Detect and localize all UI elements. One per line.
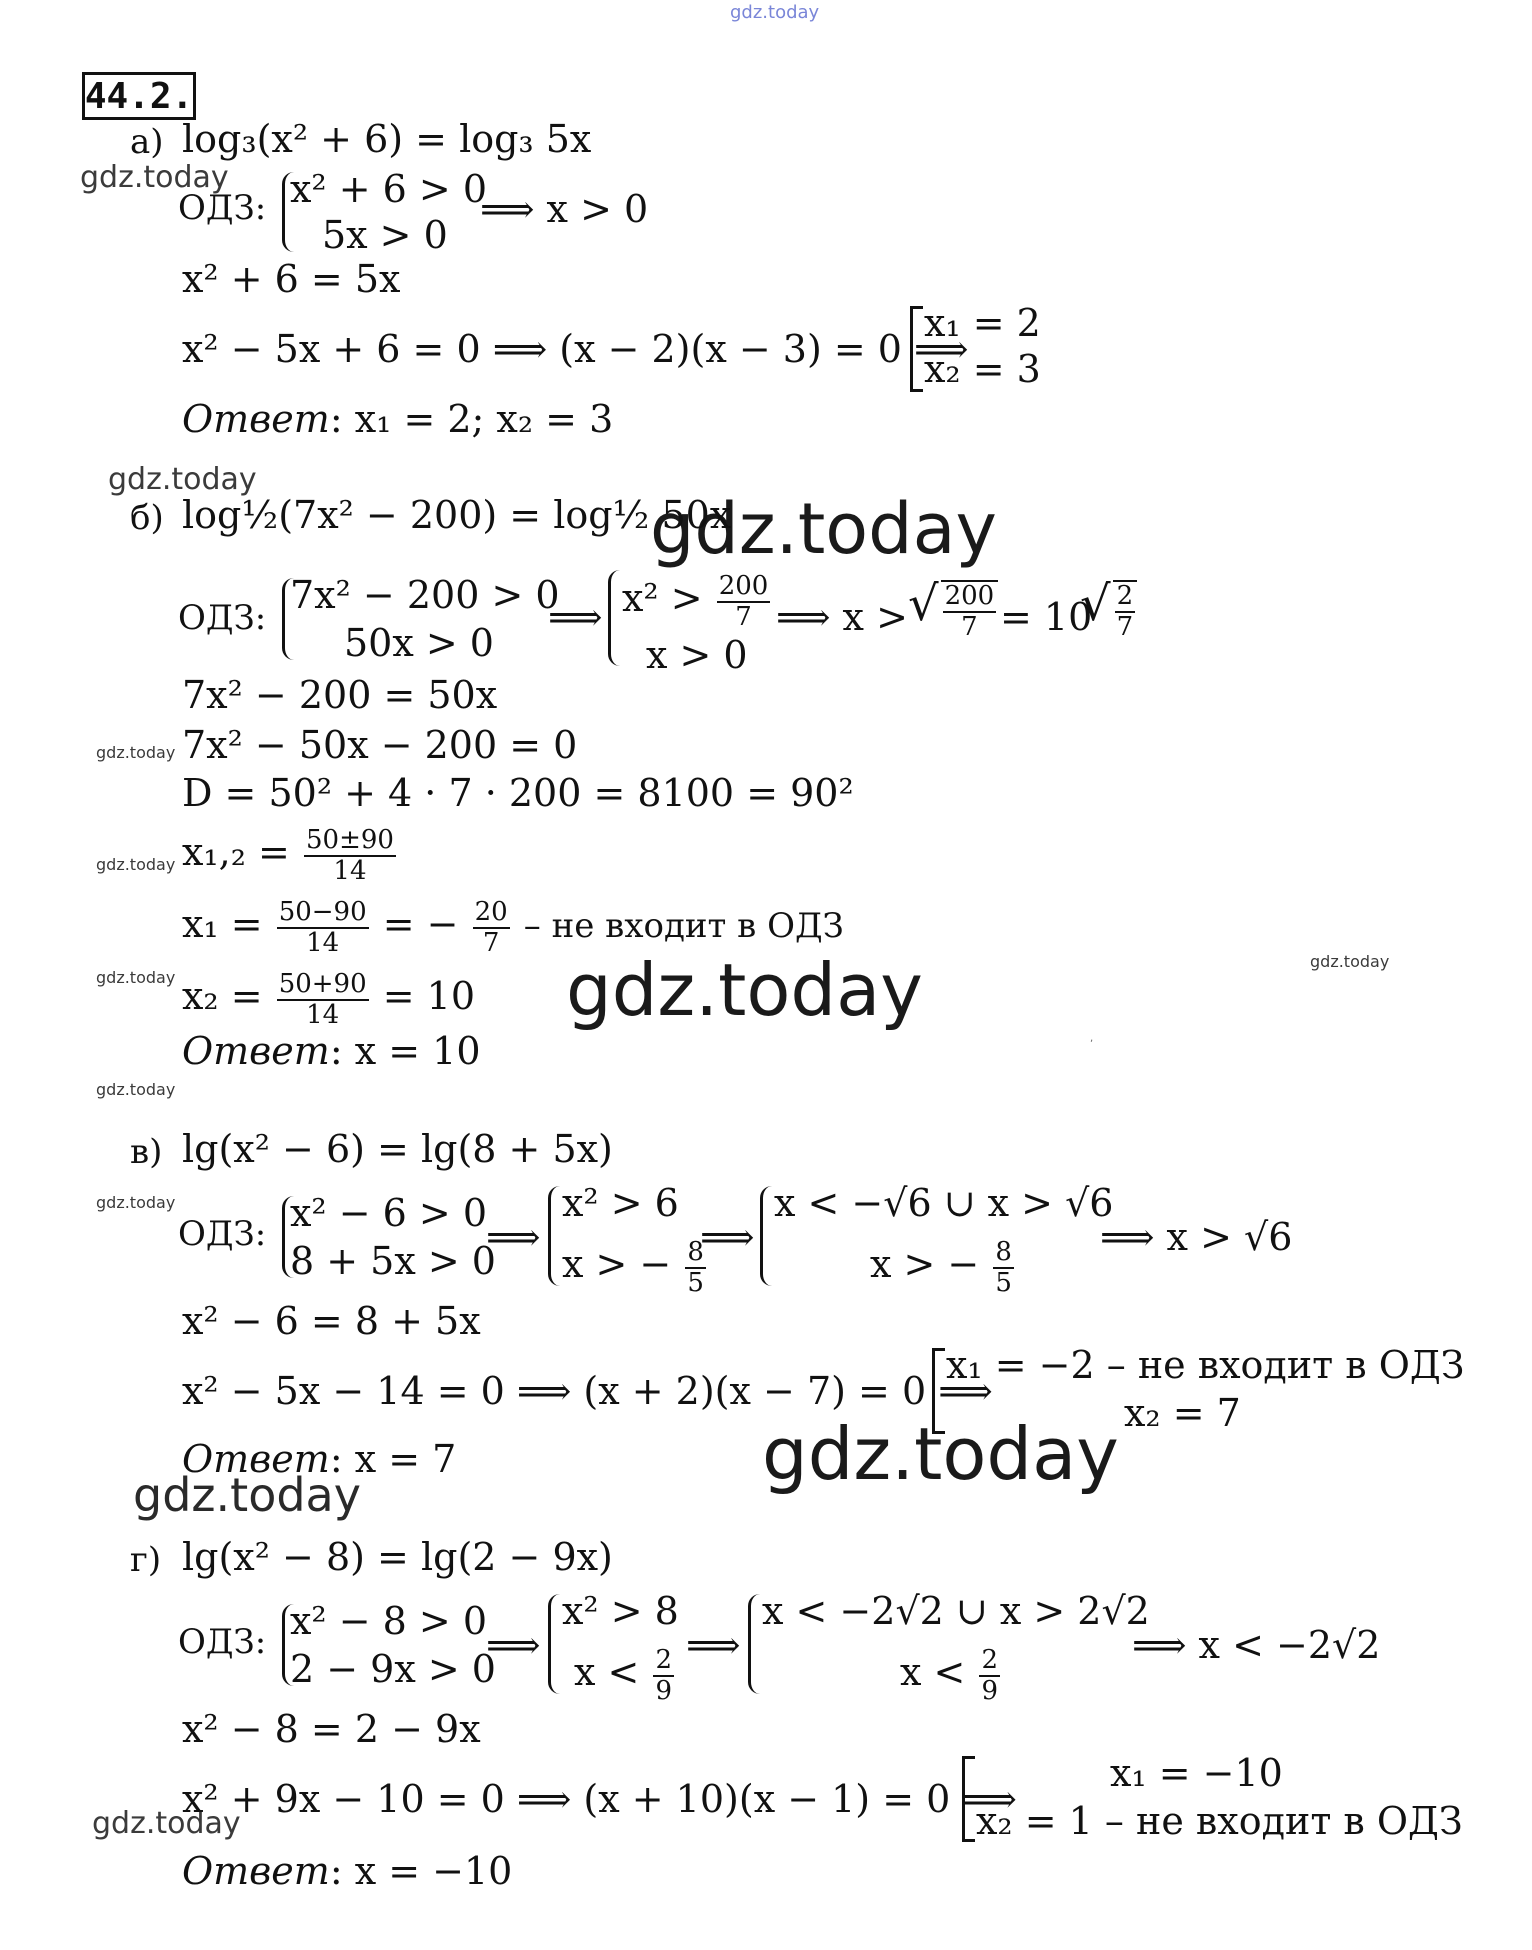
odz-label: ОДЗ: [178, 1622, 267, 1662]
watermark: gdz.today [96, 743, 176, 762]
equation-line: x² + 6 = 5x [182, 257, 401, 301]
system-line: x² > 8 [562, 1589, 679, 1633]
root-x2 [182, 970, 475, 1029]
root: x₂ = 7 [1124, 1391, 1241, 1435]
watermark-top: gdz.today [730, 2, 820, 23]
answer [182, 1437, 457, 1481]
problem-number: 44.2. [82, 72, 196, 120]
odz-condition: 2 − 9x > 0 [290, 1647, 496, 1691]
watermark: gdz.today [92, 1806, 241, 1841]
watermark: , [1090, 1033, 1094, 1044]
watermark: gdz.today [80, 160, 229, 195]
equals: = − [382, 902, 459, 947]
system-line [622, 572, 772, 631]
equation-line: x² − 5x + 6 = 0 ⟹ (x − 2)(x − 3) = 0 ⟹ [182, 327, 969, 371]
answer [182, 1849, 513, 1893]
equation-line: x² − 8 = 2 − 9x [182, 1707, 481, 1751]
system-line [900, 1646, 1002, 1705]
watermark: gdz.today [650, 488, 997, 570]
odz-condition: 5x > 0 [322, 213, 448, 257]
watermark: gdz.today [96, 855, 176, 874]
answer-value: : x = −10 [329, 1849, 513, 1893]
root: x₁ = −10 [1110, 1751, 1283, 1795]
root: x₁ = −2 – не входит в ОДЗ [946, 1343, 1465, 1387]
fraction: $\frac{50+90}{14}$ [278, 969, 367, 1030]
answer-word: Ответ [182, 1849, 330, 1893]
equals: = 10 [382, 974, 476, 1019]
discriminant-line: D = 50² + 4 · 7 · 200 = 8100 = 90² [182, 771, 854, 815]
implies-arrow: ⟹ [486, 1623, 541, 1667]
odz-result: ⟹ x > [776, 595, 908, 639]
odz-condition: x² + 6 > 0 [290, 167, 488, 211]
root-x1 [182, 898, 844, 957]
part-b-label: б) [130, 498, 164, 538]
fraction: $\frac{2}{9}$ [655, 1645, 672, 1706]
implies-arrow: ⟹ [548, 595, 603, 639]
odz-condition: 50x > 0 [344, 621, 494, 665]
root: x₂ = 3 [924, 347, 1041, 391]
part-g-equation: lg(x² − 8) = lg(2 − 9x) [182, 1535, 613, 1579]
equation-line: x² − 6 = 8 + 5x [182, 1299, 481, 1343]
answer-value: : x = 10 [329, 1029, 481, 1073]
odz-label: ОДЗ: [178, 598, 267, 638]
roots-bracket [910, 306, 923, 392]
answer [182, 397, 614, 441]
watermark: gdz.today [108, 462, 257, 497]
watermark: gdz.today [96, 968, 176, 987]
watermark: gdz.today [762, 1412, 1119, 1496]
system-line: x² > 6 [562, 1181, 679, 1225]
answer-word: Ответ [182, 1029, 330, 1073]
part-b-equation: log½(7x² − 200) = log½ 50x [182, 493, 732, 537]
odz-condition: 8 + 5x > 0 [290, 1239, 496, 1283]
fraction: $\frac{50-90}{14}$ [278, 897, 367, 958]
odz-condition: 7x² − 200 > 0 [290, 573, 560, 617]
system-line: x > 0 [646, 633, 748, 677]
fraction: $\frac{8}{5}$ [995, 1237, 1012, 1298]
roots-bracket [962, 1756, 975, 1842]
roots-bracket [932, 1348, 945, 1434]
implies-arrow: ⟹ [700, 1215, 755, 1259]
fraction: $\frac{200}{7}$ [941, 580, 999, 641]
odz-result: ⟹ x > √6 [1100, 1215, 1293, 1259]
equals-ten: = 10 [1000, 595, 1093, 639]
fraction: $\frac{2}{9}$ [981, 1645, 998, 1706]
watermark: gdz.today [1310, 952, 1390, 971]
system-line [574, 1646, 676, 1705]
system-line: x < −√6 ∪ x > √6 [774, 1181, 1114, 1225]
answer-word: Ответ [182, 397, 330, 441]
fraction: $\frac{50\pm 90}{14}$ [306, 825, 394, 886]
watermark: gdz.today [96, 1080, 176, 1099]
root-label: x₂ = [182, 974, 263, 1019]
part-g-label: г) [130, 1540, 162, 1580]
part-v-label: в) [130, 1132, 163, 1172]
watermark: gdz.today [96, 1193, 176, 1212]
odz-label: ОДЗ: [178, 188, 267, 228]
root-label: x₁ = [182, 902, 263, 947]
odz-condition: x² − 6 > 0 [290, 1191, 488, 1235]
part-v-equation: lg(x² − 6) = lg(8 + 5x) [182, 1127, 613, 1171]
system-text: x < [574, 1650, 640, 1695]
equation-line: 7x² − 200 = 50x [182, 673, 498, 717]
system-text: x > − [870, 1242, 980, 1287]
answer-word: Ответ [182, 1437, 330, 1481]
fraction: $\frac{2}{7}$ [1113, 580, 1138, 641]
root: x₁ = 2 [924, 301, 1041, 345]
roots-label: x₁,₂ = [182, 830, 290, 875]
sqrt-expression: √ $\frac{2}{7}$ [1080, 580, 1139, 641]
system-text: x > − [562, 1242, 672, 1287]
odz-label: ОДЗ: [178, 1214, 267, 1254]
implies-arrow: ⟹ [686, 1623, 741, 1667]
root: x₂ = 1 – не входит в ОДЗ [976, 1799, 1463, 1843]
system-text: x² > [622, 576, 703, 621]
implies-arrow: ⟹ [486, 1215, 541, 1259]
equation-line: x² − 5x − 14 = 0 ⟹ (x + 2)(x − 7) = 0 ⟹ [182, 1369, 993, 1413]
roots-formula [182, 826, 398, 885]
watermark: gdz.today [566, 948, 923, 1032]
system-line [562, 1238, 708, 1297]
system-line: x < −2√2 ∪ x > 2√2 [762, 1589, 1150, 1633]
sqrt-expression: √ $\frac{200}{7}$ [908, 580, 1000, 641]
part-a-label: а) [130, 122, 164, 162]
answer-value: : x = 7 [329, 1437, 457, 1481]
part-a-equation: log₃(x² + 6) = log₃ 5x [182, 117, 592, 161]
odz-result: ⟹ x > 0 [480, 187, 649, 231]
equation-line: 7x² − 50x − 200 = 0 [182, 723, 578, 767]
odz-result: ⟹ x < −2√2 [1132, 1623, 1381, 1667]
note: – не входит в ОДЗ [523, 906, 844, 947]
odz-condition: x² − 8 > 0 [290, 1599, 488, 1643]
system-text: x < [900, 1650, 966, 1695]
fraction: $\frac{200}{7}$ [718, 571, 769, 632]
fraction: $\frac{20}{7}$ [474, 897, 508, 958]
answer [182, 1029, 481, 1073]
watermark: gdz.today [133, 1468, 361, 1522]
answer-value: : x₁ = 2; x₂ = 3 [329, 397, 614, 441]
fraction: $\frac{8}{5}$ [687, 1237, 704, 1298]
equation-line: x² + 9x − 10 = 0 ⟹ (x + 10)(x − 1) = 0 ⟹ [182, 1777, 1017, 1821]
system-line [870, 1238, 1016, 1297]
